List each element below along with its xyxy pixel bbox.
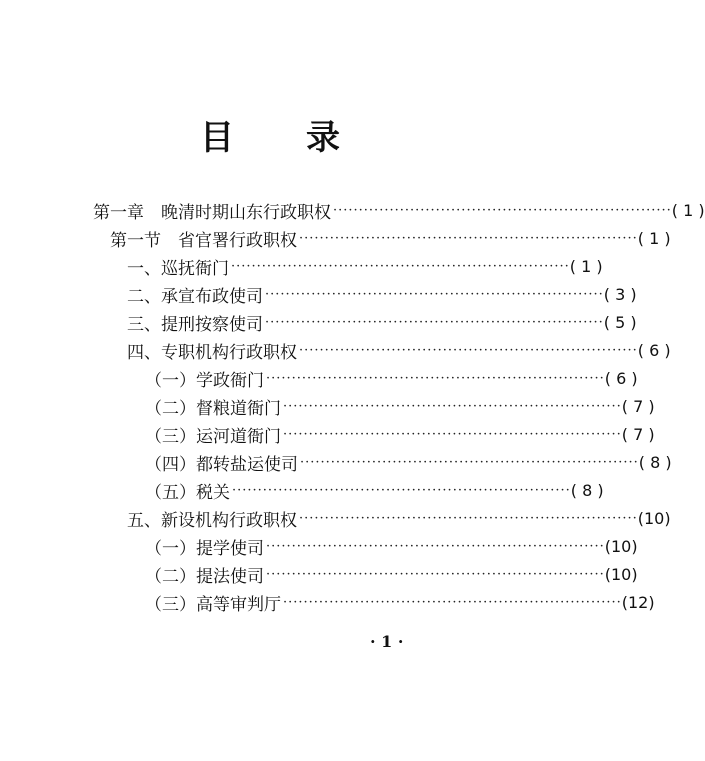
- toc-entry-label: （三）高等审判厅: [145, 594, 281, 615]
- toc-entry: [110, 224, 671, 252]
- toc-entry-label: 四、专职机构行政职权: [127, 342, 297, 363]
- toc-entry: [127, 504, 671, 532]
- toc-leader-dots: ··································································: [266, 538, 605, 554]
- toc-leader-dots: ··································································: [231, 258, 570, 274]
- toc-entry-page: ( 8 ): [638, 452, 672, 472]
- toc-entry-label: （一）提学使司: [145, 538, 264, 559]
- toc-entry: [145, 448, 672, 476]
- toc-leader-dots: ··································································: [232, 482, 571, 498]
- toc-entry-page: (10): [604, 536, 638, 556]
- toc-entry: [145, 392, 655, 420]
- toc-entry: [145, 588, 655, 616]
- title-char-left: 目: [200, 118, 234, 158]
- toc-entry: [145, 532, 638, 560]
- toc-entry-label: 三、提刑按察使司: [127, 314, 263, 335]
- toc-entry-label: 二、承宣布政使司: [127, 286, 263, 307]
- toc-entry: [127, 280, 637, 308]
- toc-entry-label: （四）都转盐运使司: [145, 454, 298, 475]
- toc-entry-label: 一、巡抚衙门: [127, 258, 229, 279]
- toc-entry-page: ( 6 ): [637, 340, 671, 360]
- toc-entry-page: ( 1 ): [671, 200, 705, 220]
- toc-entry-label: 第一章 晚清时期山东行政职权: [93, 202, 331, 223]
- page-number: · 1 ·: [370, 632, 404, 651]
- toc-leader-dots: ··································································: [266, 566, 605, 582]
- page-title: [200, 118, 340, 158]
- toc-leader-dots: ··································································: [265, 286, 604, 302]
- toc-leader-dots: ··································································: [283, 594, 622, 610]
- toc-leader-dots: ··································································: [300, 454, 639, 470]
- toc-entry-label: （二）督粮道衙门: [145, 398, 281, 419]
- toc-leader-dots: ··································································: [265, 314, 604, 330]
- toc-entry: [127, 252, 603, 280]
- toc-entry-page: ( 7 ): [621, 396, 655, 416]
- toc-leader-dots: ··································································: [299, 230, 638, 246]
- toc-entry-page: ( 7 ): [621, 424, 655, 444]
- toc-entry-label: 第一节 省官署行政职权: [110, 230, 297, 251]
- toc-entry-page: (10): [604, 564, 638, 584]
- toc-leader-dots: ··································································: [283, 398, 622, 414]
- toc-entry-page: ( 3 ): [603, 284, 637, 304]
- toc-leader-dots: ··································································: [283, 426, 622, 442]
- toc-entry-page: ( 8 ): [570, 480, 604, 500]
- toc-leader-dots: ··································································: [333, 202, 672, 218]
- toc-entry: [93, 196, 705, 224]
- toc-entry-label: （三）运河道衙门: [145, 426, 281, 447]
- toc-entry-page: (10): [637, 508, 671, 528]
- toc-entry-page: (12): [621, 592, 655, 612]
- toc-entry-page: ( 6 ): [604, 368, 638, 388]
- toc-entry-page: ( 1 ): [569, 256, 603, 276]
- toc-entry-label: （二）提法使司: [145, 566, 264, 587]
- toc-leader-dots: ··································································: [299, 510, 638, 526]
- toc-entry-page: ( 5 ): [603, 312, 637, 332]
- toc-leader-dots: ··································································: [299, 342, 638, 358]
- toc-entry-label: 五、新设机构行政职权: [127, 510, 297, 531]
- toc-entry: [127, 308, 637, 336]
- toc-entry-page: ( 1 ): [637, 228, 671, 248]
- toc-entry: [145, 560, 638, 588]
- toc-entry-label: （五）税关: [145, 482, 230, 503]
- toc-entry: [145, 420, 655, 448]
- toc-entry: [145, 364, 638, 392]
- toc-entry-label: （一）学政衙门: [145, 370, 264, 391]
- toc-leader-dots: ··································································: [266, 370, 605, 386]
- title-char-right: 录: [306, 118, 340, 158]
- toc-entry: [127, 336, 671, 364]
- toc-entry: [145, 476, 604, 504]
